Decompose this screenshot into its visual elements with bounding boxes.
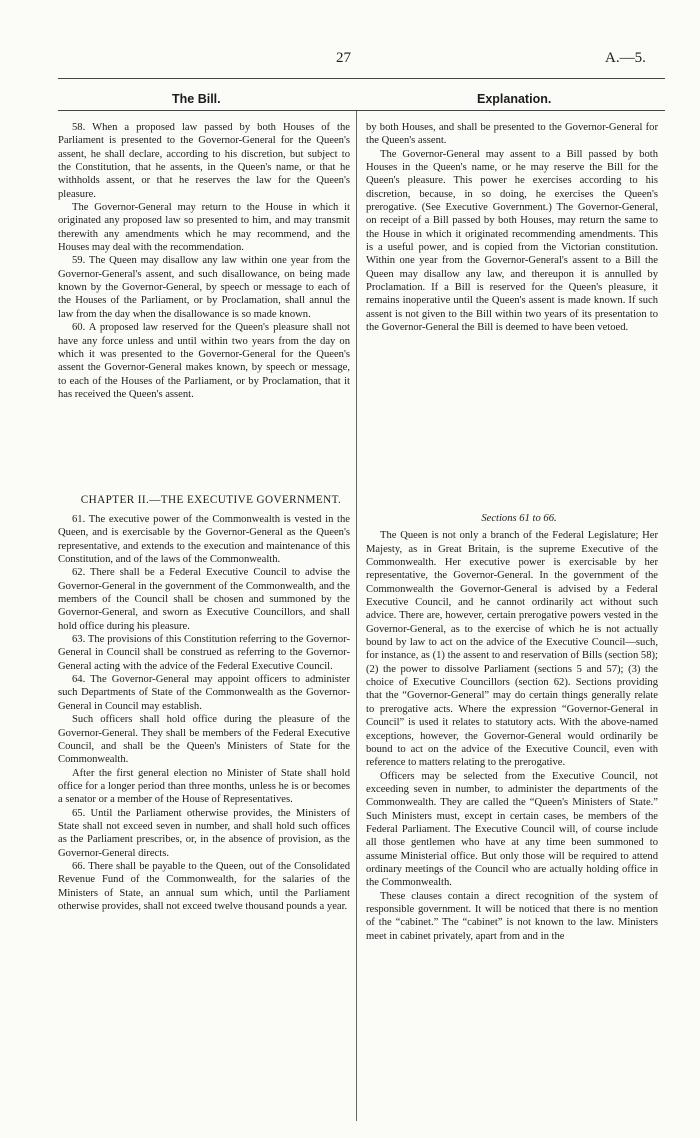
explanation-column-sections bbox=[366, 512, 658, 943]
top-rule bbox=[58, 78, 665, 79]
bill-paragraph: The Governor-General may return to the House in which it originated any proposed law so presented to him, and may transmit therewith any amendments which he may recommend, and the Houses may deal with the recommendation. bbox=[58, 202, 350, 254]
bill-paragraph: After the first general election no Minister of State shall hold office for a longer period than three months, unless he is or becomes a senator or a member of the House of Representatives. bbox=[58, 767, 350, 806]
explanation-paragraph: The Governor-General may assent to a Bill passed by both Houses in the Queen's name, or he may reserve the Bill for the Queen's pleasure. This power he exercises according to his discretion, because, in so doing, he exercises the Queen's prerogative. (See Executive Government.) The Governor-General, on receipt of a Bill passed by both Houses, may return the same to the House in which it originated recommending amendments. This is a useful power, and is copied from the Victorian constitution. Within one year from the Governor-General's assent to a Bill the Queen may disallow any law, and thereupon it is annulled by Proclamation. If a Bill is reserved for the Queen's pleasure, it remains inoperative until the Queen's assent is made known. If such assent is not given to the Bill within two years of its presentation to the Governor-General the Bill is deemed to have been vetoed. bbox=[366, 148, 658, 334]
bill-paragraph: Such officers shall hold office during the pleasure of the Governor-General. They shall be members of the Federal Executive Council, and shall be the Queen's Ministers of State for the Commonwealth. bbox=[58, 714, 350, 766]
bill-paragraph: 60. A proposed law reserved for the Queen's pleasure shall not have any force unless and until within two years from the day on which it was presented to the Governor-General for the Queen's assent the Governor-General makes known, by speech or message, to each of the Houses of the Parliament, or by Proclamation, that it has received the Queen's assent. bbox=[58, 322, 350, 400]
document-reference: A.—5. bbox=[605, 50, 646, 66]
column-divider bbox=[356, 111, 357, 1121]
bill-paragraph: 62. There shall be a Federal Executive Council to advise the Governor-General in the government of the Commonwealth, and the members of the Council shall be chosen and summoned by the Governor-General, and sworn as Executive Councillors, and shall hold office during his pleasure. bbox=[58, 567, 350, 632]
explanation-column-heading: Explanation. bbox=[477, 92, 552, 106]
bill-paragraph: 59. The Queen may disallow any law within one year from the Governor-General's assent, and such disallowance, on being made known by the Governor-General, by speech or message to each of the Houses of the Parliament, or by Proclamation, shall annul the law from the day when the disallowance is so made known. bbox=[58, 255, 350, 320]
bill-paragraph: 58. When a proposed law passed by both Houses of the Parliament is presented to the Governor-General for the Queen's assent, he shall declare, according to his discretion, but subject to the Constitution, that he assents, in the Queen's name, or that he withholds assent, or that he reserves the law for the Queen's pleasure. bbox=[58, 122, 350, 200]
bill-paragraph: 65. Until the Parliament otherwise provides, the Ministers of State shall not exceed seven in number, and shall hold such offices as the Parliament prescribes, or, in the absence of provision, as the Governor-General directs. bbox=[58, 807, 350, 859]
bill-paragraph: 61. The executive power of the Commonwealth is vested in the Queen, and is exercisable by the Governor-General as the Queen's representative, and extends to the execution and maintenance of this Constitution, and of the laws of the Commonwealth. bbox=[58, 514, 350, 566]
section-heading: Sections 61 to 66. bbox=[481, 513, 557, 524]
bill-column-heading: The Bill. bbox=[172, 92, 221, 106]
heading-rule bbox=[58, 110, 665, 111]
explanation-paragraph: by both Houses, and shall be presented to the Governor-General for the Queen's assent. bbox=[366, 122, 658, 147]
explanation-paragraph: Officers may be selected from the Executive Council, not exceeding seven in number, to administer the departments of the Commonwealth. They are called the “Queen's Ministers of State.” Such Ministers must, except in certain cases, be members of the Federal Parliament. The Executive Council will, of course include all those gentlemen who have at any time been summoned to assume Ministerial office. But only those will be required to attend ordinary meetings of the Council who are actually holding office in the Commonwealth. bbox=[366, 770, 658, 889]
explanation-column-top bbox=[366, 121, 658, 335]
page-number: 27 bbox=[336, 50, 351, 66]
explanation-paragraph: The Queen is not only a branch of the Federal Legislature; Her Majesty, as in Great Britain, is the supreme Executive of the Commonwealth. Her executive power is exercisable by her representative, the Governor-General. In the government of the Commonwealth the Governor-General is advised by a Federal Executive Council, and he cannot ordinarily act without such advice. There are, however, certain prerogative powers vested in the Governor-General, as to the exercise of which he is not actually bound by law to act on the advice of the Executive Council—such, for instance, as (1) the assent to and reservation of Bills (section 58); (2) the power to dissolve Parliament (sections 5 and 57); (3) the choice of Executive Councillors (section 62). Sections providing that the “Governor-General” may do certain things generally relate to prerogative acts. Where the expression “Governor-General in Council” is used it relates to statutory acts. With the above-named exceptions, however, the Governor-General would ordinarily be bound to act on the advice of the Executive Council, even with reference to matters relating to the prerogative. bbox=[366, 530, 658, 769]
explanation-paragraph: These clauses contain a direct recognition of the system of responsible government. It will be noticed that there is no mention of the “cabinet.” The “cabinet” is not known to the law. Ministers meet in cabinet privately, apart from and in the bbox=[366, 890, 658, 942]
bill-paragraph: 64. The Governor-General may appoint officers to administer such Departments of State of the Commonwealth as the Governor-General in Council may establish. bbox=[58, 674, 350, 712]
bill-column-chapter bbox=[58, 493, 350, 913]
chapter-heading: CHAPTER II.—THE EXECUTIVE GOVERNMENT. bbox=[80, 494, 342, 506]
bill-paragraph: 63. The provisions of this Constitution referring to the Governor-General in Council shall be construed as referring to the Governor-General acting with the advice of the Federal Executive Council. bbox=[58, 634, 350, 672]
bill-paragraph: 66. There shall be payable to the Queen, out of the Consolidated Revenue Fund of the Commonwealth, for the salaries of the Ministers of State, an annual sum which, until the Parliament otherwise provides, shall not exceed twelve thousand pounds a year. bbox=[58, 860, 350, 912]
bill-column-top bbox=[58, 121, 350, 401]
